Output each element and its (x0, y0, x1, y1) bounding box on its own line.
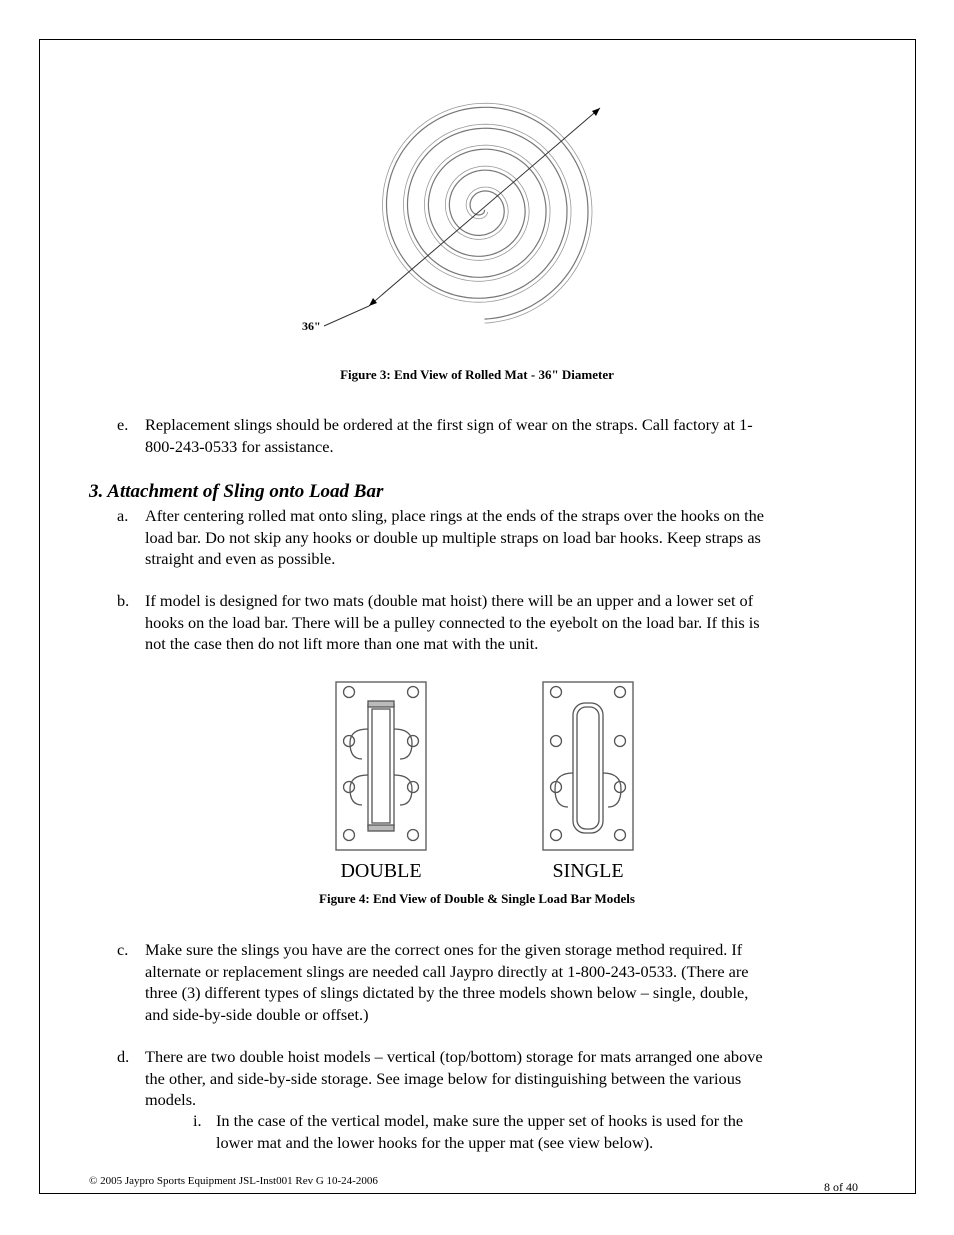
item-c-text (145, 939, 865, 1025)
section-heading: 3. Attachment of Sling onto Load Bar (89, 481, 384, 502)
leader-line (324, 306, 369, 326)
single-load-bar (543, 682, 633, 850)
item-b-text (145, 590, 865, 655)
item-a-marker: a. (117, 506, 129, 525)
item-a-line3: straight and even as possible. (145, 549, 336, 568)
item-e-text (145, 414, 865, 457)
item-a-line2: load bar. Do not skip any hooks or double up multiple straps on load bar hooks. Keep straps as (145, 527, 761, 547)
item-c-line2: alternate or replacement slings are needed call Jaypro directly at 1-800-243-0533. (There are (145, 961, 749, 981)
dimension-label: 36" (302, 319, 321, 333)
item-d-text (145, 1046, 865, 1111)
item-b-marker: b. (117, 591, 130, 610)
page-number: 8 of 40 (824, 1180, 858, 1194)
item-d-i-line2: lower mat and the lower hooks for the upper mat (see view below). (216, 1132, 654, 1152)
item-d-line2: the other, and side-by-side storage. See image below for distinguishing between the various (145, 1068, 742, 1088)
double-load-bar (336, 682, 426, 850)
arrow-head-top (592, 108, 600, 116)
double-label: DOUBLE (340, 860, 422, 882)
single-label: SINGLE (552, 860, 624, 882)
item-b-line3: not the case then do not lift more than one mat with the unit. (145, 634, 539, 653)
item-c-line4: and side-by-side double or offset.) (145, 1004, 369, 1024)
load-bar-figure (300, 677, 650, 885)
item-b-line1: If model is designed for two mats (double mat hoist) there will be an upper and a lower set of (145, 591, 754, 610)
item-d-line1: There are two double hoist models – vertical (top/bottom) storage for mats arranged one above (145, 1047, 763, 1066)
figure3-caption: Figure 3: End View of Rolled Mat - 36" Diameter (340, 367, 614, 382)
item-c-line1: Make sure the slings you have are the correct ones for the given storage method required. If (145, 940, 743, 959)
item-a-line1: After centering rolled mat onto sling, place rings at the ends of the straps over the hooks on the (145, 506, 764, 525)
item-e-line1: Replacement slings should be ordered at the first sign of wear on the straps. Call factory at 1- (145, 415, 753, 434)
mat-spiral-inner-edge (383, 103, 593, 323)
item-d-i-marker: i. (193, 1111, 202, 1130)
rolled-mat-spiral-figure (262, 56, 694, 356)
item-b-line2: hooks on the load bar. There will be a pulley connected to the eyebolt on the load bar. If this is (145, 612, 760, 632)
figure4-caption: Figure 4: End View of Double & Single Load Bar Models (319, 891, 635, 906)
footer-copyright: © 2005 Jaypro Sports Equipment JSL-Inst001 Rev G 10-24-2006 (89, 1175, 378, 1187)
item-c-marker: c. (117, 940, 129, 959)
item-c-line3: three (3) different types of slings dictated by the three models shown below – single, double, (145, 983, 749, 1002)
item-d-i-text (216, 1110, 866, 1153)
item-d-marker: d. (117, 1047, 130, 1066)
item-a-text (145, 505, 865, 570)
item-e-marker: e. (117, 415, 129, 434)
item-e-line2: 800-243-0533 for assistance. (145, 436, 334, 456)
arrow-head-bottom (369, 298, 377, 306)
item-d-i-line1: In the case of the vertical model, make sure the upper set of hooks is used for the (216, 1111, 744, 1130)
item-d-line3: models. (145, 1090, 197, 1109)
